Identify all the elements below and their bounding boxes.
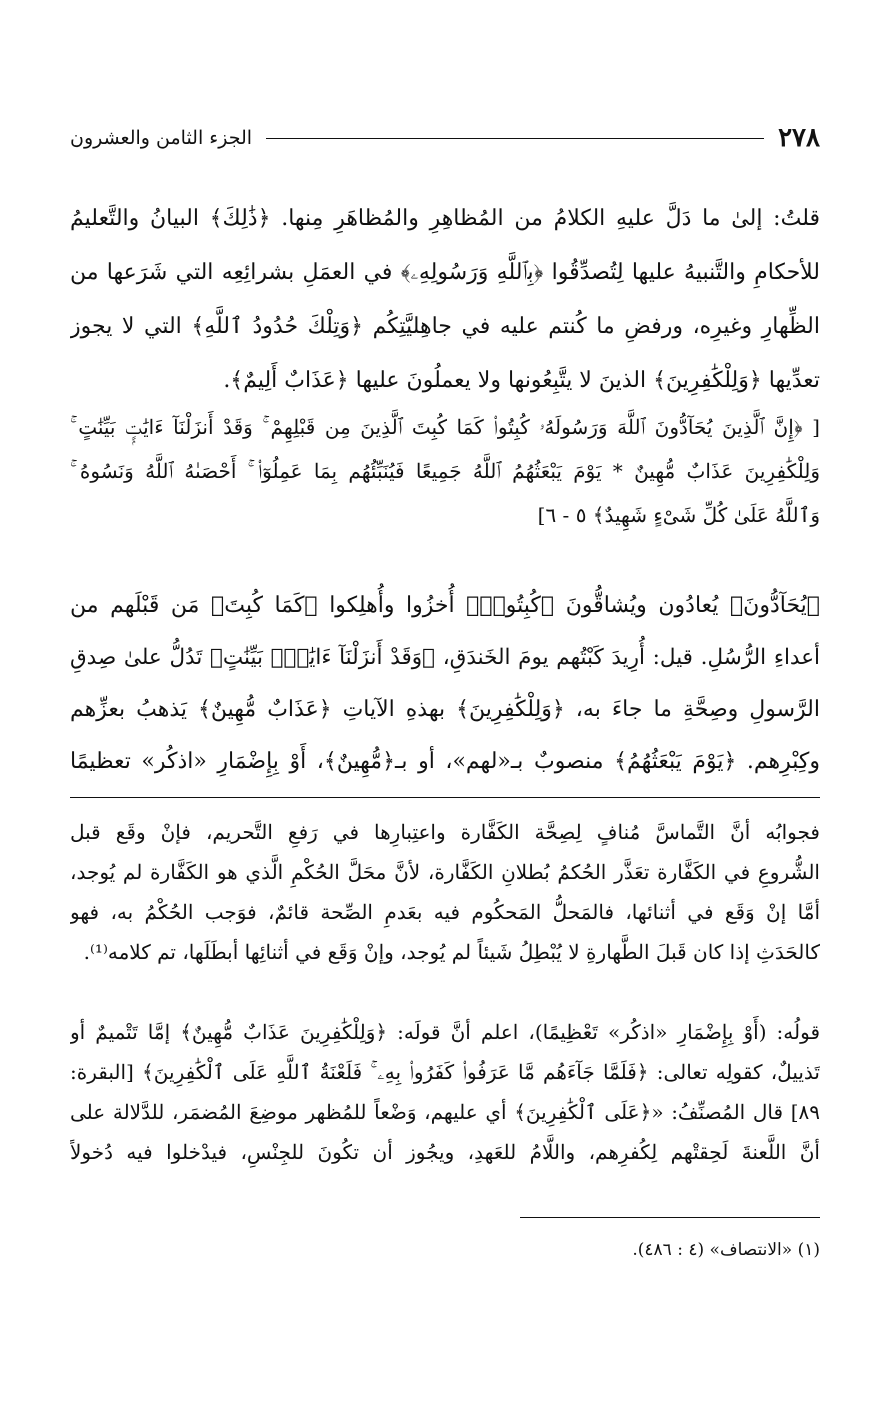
gloss-paragraph [70,1012,820,1172]
text-line: وكِبْرِهم. ﴿يَوْمَ يَبْعَثُهُمُ﴾ منصوبٌ بـ«لهم»، أو بـ﴿مُّهِينٌ﴾، أَوْ بِإِضْمَارِ «اذكُر» تعظيمًا [70,749,820,774]
verse-line: وَلِلْكَٰفِرِينَ عَذَابٌ مُّهِينٌ * يَوْمَ يَبْعَثُهُمُ ٱللَّهُ جَمِيعًا فَيُنَبِّئُهُم بِمَا عَمِلُوٓا۟ ۚ أَحْصَىٰهُ ٱللَّهُ وَنَسُوهُ ۚ [70,459,820,483]
commentary-paragraph [70,192,820,408]
text-line: للأحكامِ والتَّنبيهُ عليها لِتُصدِّقُوا ﴿بِٱللَّهِ وَرَسُولِهِۦ﴾ في العمَلِ بشرائِعِه التي شَرَعها من [70,260,820,285]
text-line: أنَّ اللَّعنةَ لَحِقتْهم لِكُفرِهم، واللَّامُ للعَهدِ، ويجُوز أن تكُونَ للجِنْسِ، فيدْخلوا فيه دُخولاً [70,1140,820,1164]
text-line: تَذييلٌ، كقولِه تعالى: ﴿فَلَمَّا جَآءَهُم مَّا عَرَفُوا۟ كَفَرُوا۟ بِهِۦ ۚ فَلَعْنَةُ ٱللَّهِ عَلَى ٱلْكَٰفِرِينَ﴾ [البقرة: [70,1060,820,1084]
text-line: كالحَدَثِ إذا كان قَبلَ الطَّهارةِ لا يُبْطِلُ شَيئاً لم يُوجد، وإنْ وَقَع في أثنائِها أبطَلَها، تم كلامه⁽¹⁾. [83,940,820,964]
text-line: أمَّا إنْ وَقَع في أثنائها، فالمَحلُّ المَحكُوم فيه بعَدمِ الصِّحة قائمٌ، فوَجب الحُكْمُ به، فهو [70,900,820,924]
text-line: أعداءِ الرُّسُلِ. قيل: أُرِيدَ كَبْتُهم يومَ الخَندَقِ، ﴿وَقَدْ أَنزَلْنَآ ءَايَٰتٍۭ بَيِّنَٰتٍ﴾ تَدُلُّ علىٰ صِدقِ [70,645,820,670]
quran-verse [70,405,820,537]
verse-line: وَٱللَّهُ عَلَىٰ كُلِّ شَىْءٍ شَهِيدٌ﴾ ٥ - ٦] [537,503,820,527]
page-header [70,118,820,158]
page-number: ٢٧٨ [778,123,820,153]
text-line: ﴿يُحَآدُّونَ﴾ يُعادُون ويُشاقُّونَ ﴿كُبِتُوا۟﴾ أُخزُوا وأُهلِكوا ﴿كَمَا كُبِتَ﴾ مَن قَبْلَهم من [70,593,820,618]
verse-line: [ ﴿إِنَّ ٱلَّذِينَ يُحَآدُّونَ ٱللَّهَ وَرَسُولَهُۥ كُبِتُوا۟ كَمَا كُبِتَ ٱلَّذِينَ مِن قَبْلِهِمْ ۚ وَقَدْ أَنزَلْنَآ ءَايَٰتٍۭ بَيِّنَٰتٍ ۚ [70,415,820,439]
tafsir-paragraph [70,580,820,788]
text-line: الظِّهارِ وغيرِه، ورفضِ ما كُنتم عليه في جاهِليَّتِكُم ﴿وَتِلْكَ حُدُودُ ٱللَّهِ﴾ التي لا يجوز [70,314,820,339]
running-title: الجزء الثامن والعشرون [70,127,253,149]
footnote-rule [520,1217,820,1218]
text-line: ٨٩] قال المُصنِّفُ: «﴿عَلَى ٱلْكَٰفِرِينَ﴾ أي عليهم، وَضْعاً للمُظهر موضِعَ المُضمَر، للدَّلالة على [70,1100,820,1124]
gloss-paragraph [70,812,820,972]
text-line: تعدِّيها ﴿وَلِلْكَٰفِرِينَ﴾ الذينَ لا يتَّبِعُونها ولا يعملُونَ عليها ﴿عَذَابٌ أَلِيمٌ﴾. [223,368,820,393]
header-rule [266,138,764,139]
text-line: فجوابُه أنَّ التَّماسَّ مُنافٍ لِصِحَّة الكَفَّارة واعتِبارِها في رَفعِ التَّحريم، فإنْ وقَع قبل [70,820,820,844]
footnote: (١) «الانتصاف» (٤ : ٤٨٦). [632,1240,820,1260]
text-line: الشُّروعِ في الكَفَّارة تعَذَّر الحُكمُ بُطلانِ الكَفَّارة، لأنَّ محَلَّ الحُكْمِ الَّذي هو الكَفَّارة لم يُوجد، [70,860,820,884]
text-line: قلتُ: إلىٰ ما دَلَّ عليهِ الكلامُ من المُظاهِرِ والمُظاهَرِ مِنها. ﴿ذَٰلِكَ﴾ البيانُ والتَّعليمُ [70,206,820,231]
text-line: الرَّسولِ وصِحَّةِ ما جاءَ به، ﴿وَلِلْكَٰفِرِينَ﴾ بهذهِ الآياتِ ﴿عَذَابٌ مُّهِينٌ﴾ يَذهبُ بعزِّهم [70,697,820,722]
text-line: قولُه: (أَوْ بِإِضْمَارِ «اذكُر» تَعْظِيمًا)، اعلم أنَّ قولَه: ﴿وَلِلْكَٰفِرِينَ عَذَابٌ مُّهِينٌ﴾ إمَّا تَتْميمٌ أو [70,1020,820,1044]
section-divider [70,797,820,798]
